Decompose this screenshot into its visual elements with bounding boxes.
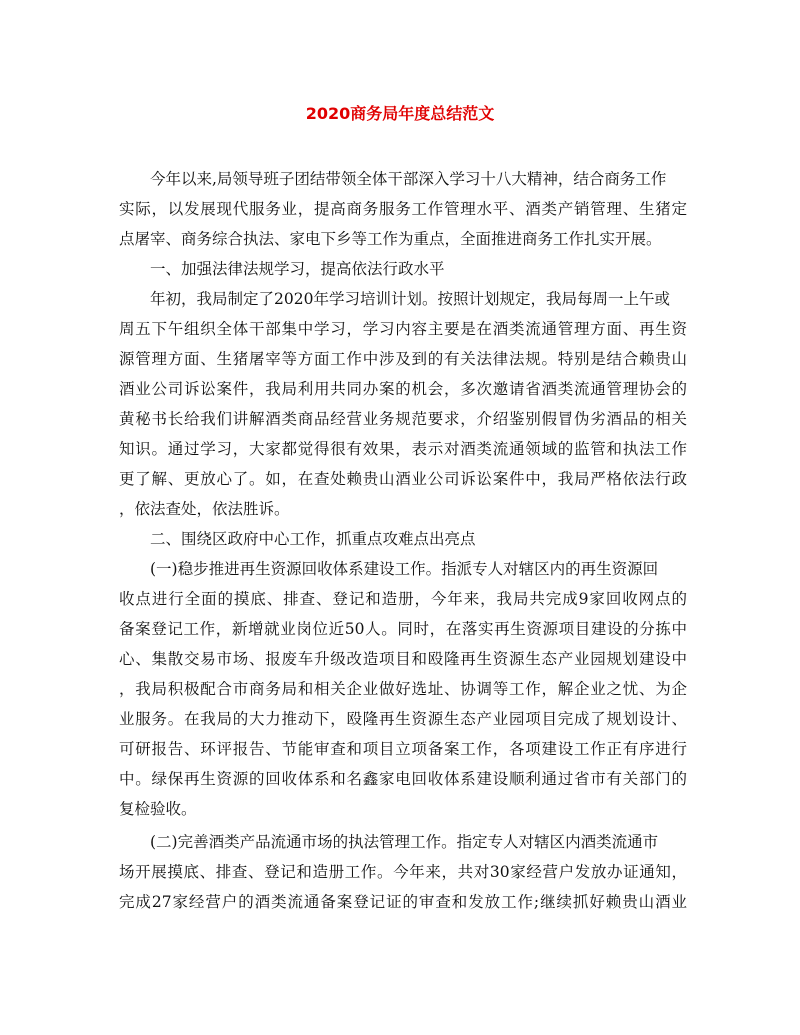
section-heading: 一、加强法律法规学习，提高依法行政水平 (150, 260, 445, 278)
paragraph-line: 实际，以发展现代服务业，提高商务服务工作管理水平、酒类产销管理、生猪定 (119, 200, 687, 218)
paragraph-line: 场开展摸底、排查、登记和造册工作。今年来，共对30家经营户发放办证通知， (119, 863, 687, 881)
document-body (119, 164, 687, 917)
paragraph-line: 备案登记工作，新增就业岗位近50人。同时，在落实再生资源项目建设的分拣中 (119, 620, 687, 638)
paragraph-line: 收点进行全面的摸底、排查、登记和造册，今年来，我局共完成9家回收网点的 (119, 590, 687, 608)
section-heading: 二、围绕区政府中心工作，抓重点攻难点出亮点 (150, 530, 476, 548)
paragraph-line: 年初，我局制定了2020年学习培训计划。按照计划规定，我局每周一上午或 (150, 290, 670, 308)
paragraph-line: 黄秘书长给我们讲解酒类商品经营业务规范要求，介绍鉴别假冒伪劣酒品的相关 (119, 410, 687, 428)
paragraph-line: 源管理方面、生猪屠宰等方面工作中涉及到的有关法律法规。特别是结合赖贵山 (119, 350, 687, 368)
paragraph-line: 可研报告、环评报告、节能审查和项目立项备案工作，各项建设工作正有序进行 (119, 740, 687, 758)
paragraph-line: ，依法查处，依法胜诉。 (119, 500, 290, 518)
paragraph-line: 酒业公司诉讼案件，我局利用共同办案的机会，多次邀请省酒类流通管理协会的 (119, 380, 687, 398)
paragraph-line: (二)完善酒类产品流通市场的执法管理工作。指定专人对辖区内酒类流通市 (150, 833, 659, 851)
paragraph-line: 知识。通过学习，大家都觉得很有效果，表示对酒类流通领域的监管和执法工作 (119, 440, 687, 458)
paragraph-line: 完成27家经营户的酒类流通备案登记证的审查和发放工作;继续抓好赖贵山酒业 (119, 893, 687, 911)
document-title: 2020商务局年度总结范文 (305, 104, 495, 123)
paragraph-line: 点屠宰、商务综合执法、家电下乡等工作为重点，全面推进商务工作扎实开展。 (119, 230, 662, 248)
paragraph-line: 心、集散交易市场、报废车升级改造项目和殴隆再生资源生态产业园规划建设中 (119, 650, 687, 668)
paragraph-line: 复检验收。 (119, 800, 197, 818)
paragraph-line: (一)稳步推进再生资源回收体系建设工作。指派专人对辖区内的再生资源回 (150, 560, 659, 578)
paragraph-line: 今年以来,局领导班子团结带领全体干部深入学习十八大精神，结合商务工作 (150, 170, 667, 188)
paragraph-line: 更了解、更放心了。如，在查处赖贵山酒业公司诉讼案件中，我局严格依法行政 (119, 470, 687, 488)
paragraph-line: 中。绿保再生资源的回收体系和名鑫家电回收体系建设顺利通过省市有关部门的 (119, 770, 687, 788)
paragraph-line: 周五下午组织全体干部集中学习，学习内容主要是在酒类流通管理方面、再生资 (119, 320, 687, 338)
paragraph-line: 业服务。在我局的大力推动下，殴隆再生资源生态产业园项目完成了规划设计、 (119, 710, 687, 728)
paragraph-line: ，我局积极配合市商务局和相关企业做好选址、协调等工作，解企业之忧、为企 (119, 680, 687, 698)
